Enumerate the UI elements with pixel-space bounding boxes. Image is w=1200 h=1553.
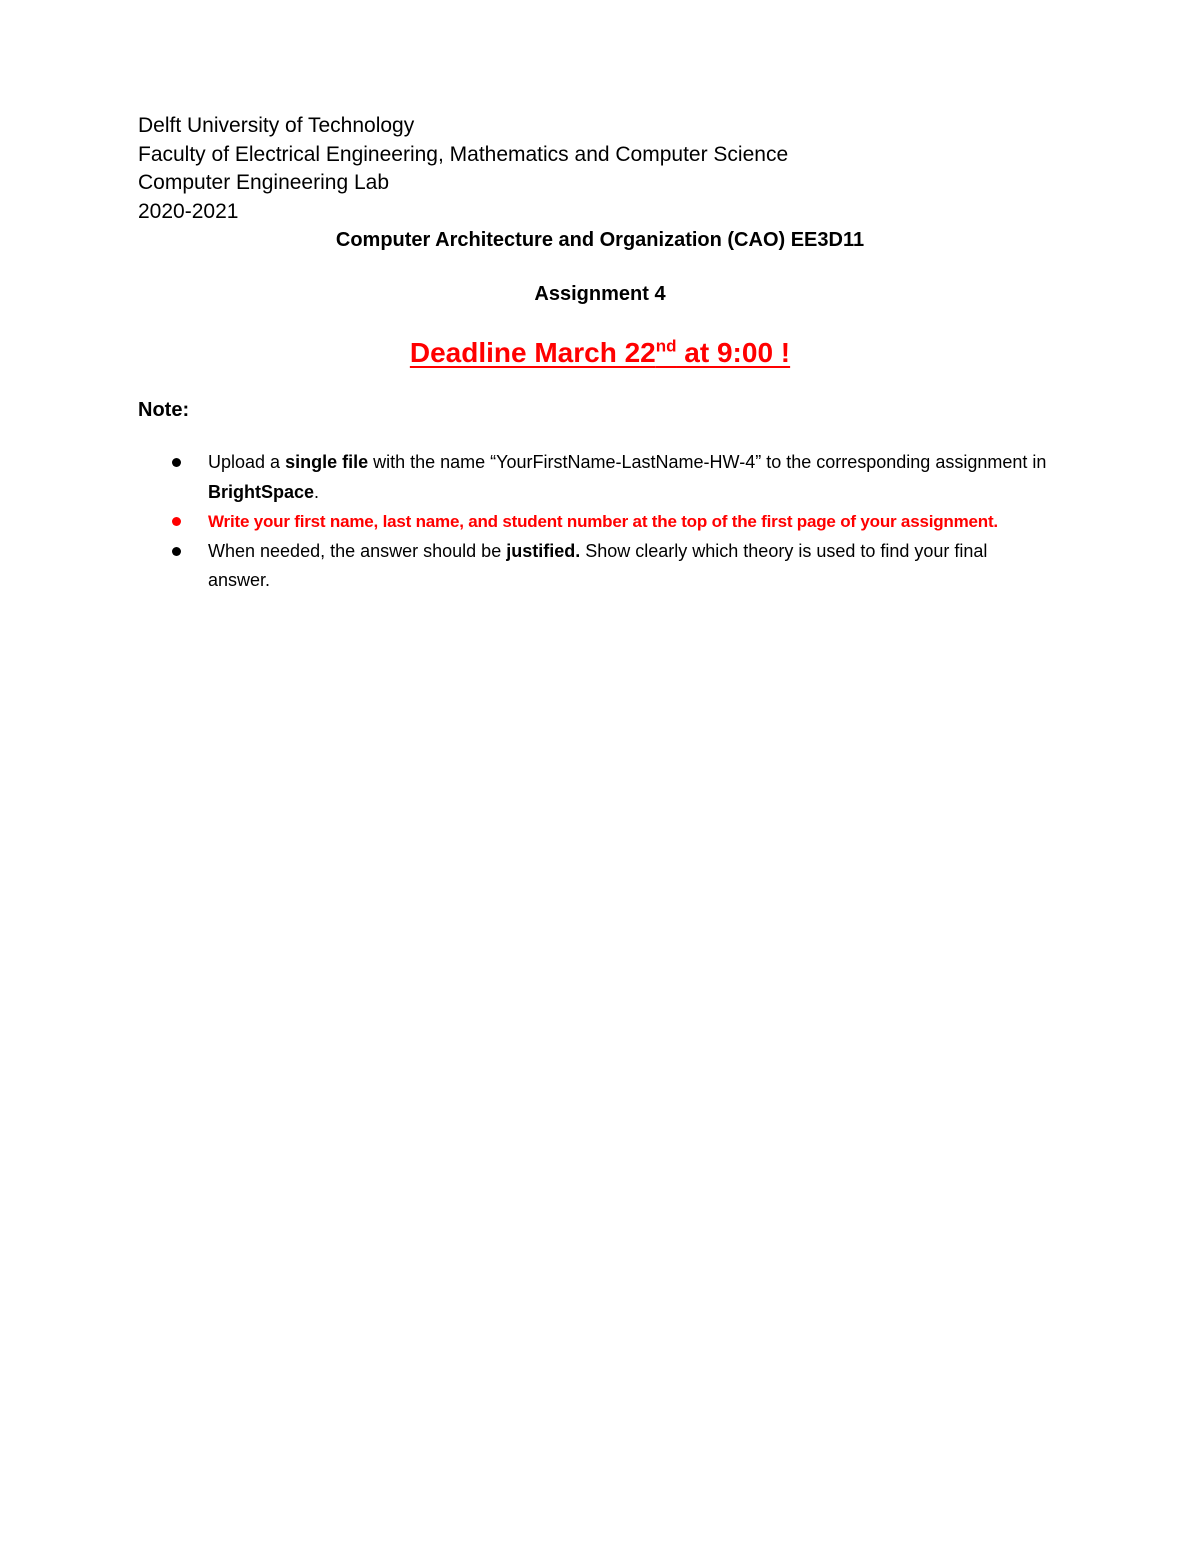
institution-header [138,112,1038,226]
upload-text-3: . [314,481,320,502]
list-item-name-requirement [168,507,1048,537]
deadline [0,333,1200,373]
course-title: Computer Architecture and Organization (CAO) EE3D11 [335,229,865,251]
deadline-prefix: Deadline March 22 [409,337,656,368]
justify-text-justified: justified. [506,540,581,561]
lab-name: Computer Engineering Lab [138,171,389,194]
list-item-upload [168,448,1048,507]
bullet-icon [172,547,181,556]
justify-text-1: When needed, the answer should be [208,540,507,561]
deadline-text [410,333,790,373]
note-label: Note: [138,399,190,421]
assignment-title: Assignment 4 [534,283,666,305]
bullet-icon [172,458,181,467]
instructions-list [168,448,1048,596]
upload-text-1: Upload a [208,452,286,472]
bullet-icon [172,517,181,526]
academic-year: 2020-2021 [138,199,239,223]
upload-text-brightspace: BrightSpace [208,481,315,502]
list-item-justification [168,537,1048,596]
deadline-superscript: nd [655,336,677,356]
justify-text-2: Show clearly which theory is used to find your final answer. [208,540,988,590]
upload-text-2: with the name “YourFirstName-LastName-HW-4” to the corresponding assignment in [368,452,1047,472]
name-requirement-text: Write your first name, last name, and student number at the top of the first page of your assignment. [208,512,998,531]
university-name: Delft University of Technology [138,114,415,137]
deadline-suffix: at 9:00 ! [676,337,791,368]
faculty-name: Faculty of Electrical Engineering, Mathematics and Computer Science [138,142,789,166]
upload-text-single-file: single file [285,452,369,472]
